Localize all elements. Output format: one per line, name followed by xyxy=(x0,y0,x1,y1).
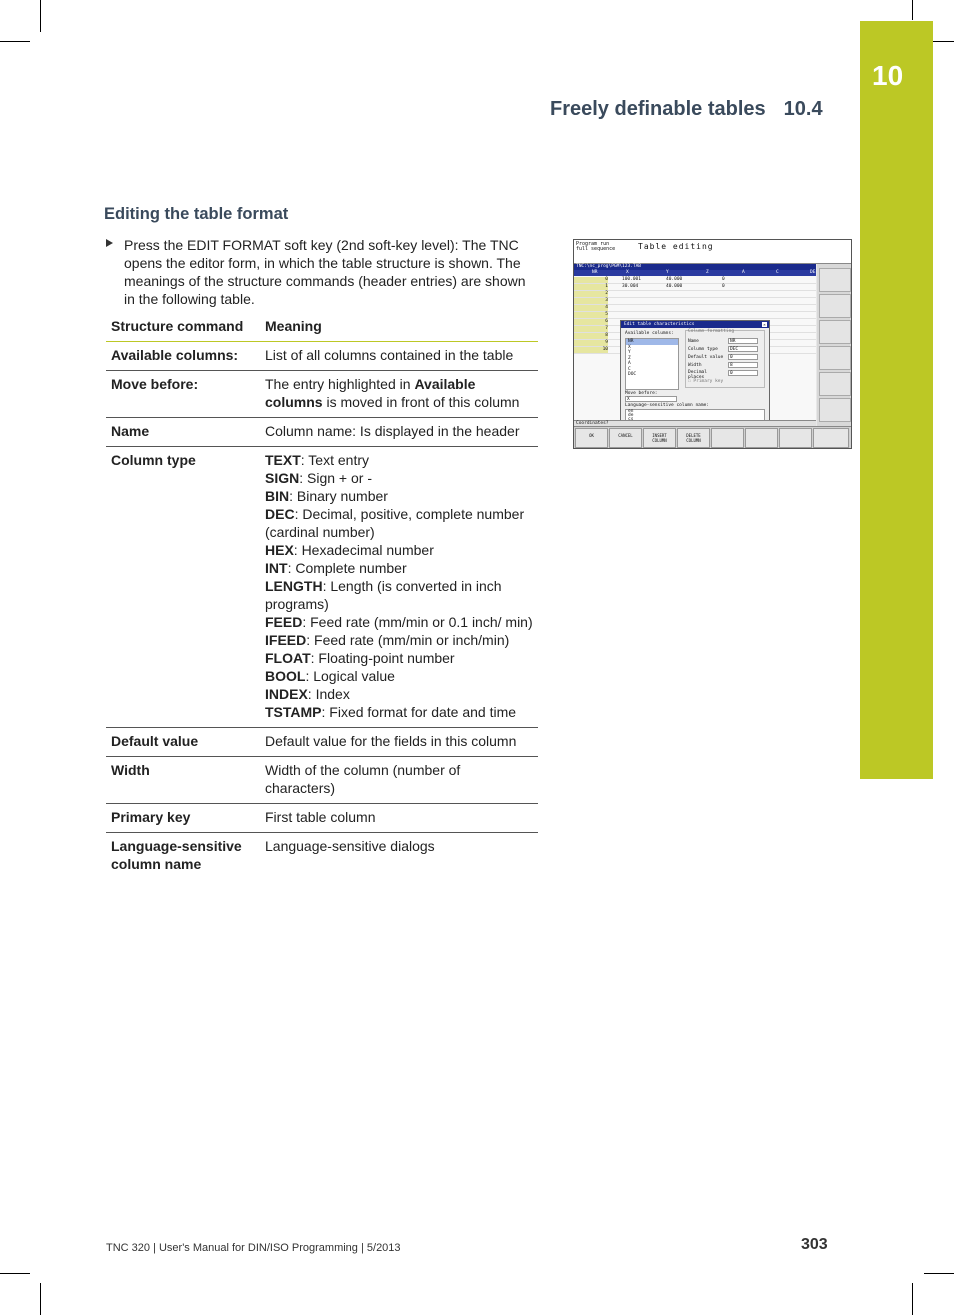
table-header-row xyxy=(106,313,538,342)
section-heading: Editing the table format xyxy=(104,205,289,223)
empty-softkey[interactable] xyxy=(745,428,778,448)
screen-title: Table editing xyxy=(638,242,714,251)
chapter-tab xyxy=(860,21,933,779)
column-type-item: FEED: Feed rate (mm/min or 0.1 inch/ min) xyxy=(265,614,533,630)
crop-mark xyxy=(924,1273,954,1274)
column-formatting-label: Column formatting xyxy=(688,329,735,334)
name-label: Name xyxy=(688,339,699,344)
grid-row[interactable]: 0 100.001 40.000 0 xyxy=(574,277,816,284)
insert-column-softkey[interactable]: INSERT COLUMN xyxy=(643,428,676,448)
width-field[interactable]: 8 xyxy=(728,362,758,368)
row-value xyxy=(255,371,538,418)
column-type-item: INT: Complete number xyxy=(265,560,407,576)
side-softkey[interactable] xyxy=(819,372,851,396)
side-softkey[interactable] xyxy=(819,268,851,292)
column-type-item: DEC: Decimal, positive, complete number (cardinal number) xyxy=(265,506,525,540)
table-row xyxy=(106,804,538,833)
move-before-select[interactable]: X xyxy=(625,396,677,402)
grid-row[interactable]: 3 xyxy=(574,298,816,305)
empty-softkey[interactable] xyxy=(813,428,849,448)
row-key: Primary key xyxy=(111,809,191,825)
grid-row[interactable]: 6 xyxy=(574,319,816,326)
mode-label xyxy=(576,242,631,252)
dialog-title: Edit table characteristics xyxy=(621,321,769,328)
column-type-label: Column type xyxy=(688,347,718,352)
grid-col-header: Y xyxy=(666,270,669,275)
column-type-select[interactable]: DEC xyxy=(728,346,758,352)
list-item[interactable]: DOC xyxy=(628,372,637,377)
table-row xyxy=(106,447,538,728)
default-value-field[interactable]: 0 xyxy=(728,354,758,360)
empty-softkey[interactable] xyxy=(711,428,744,448)
mode-line: full sequence xyxy=(576,246,616,252)
move-before-label: Move before: xyxy=(625,391,658,396)
default-value-label: Default value xyxy=(688,355,724,360)
grid-row[interactable]: 7 xyxy=(574,326,816,333)
row-value: List of all columns contained in the table xyxy=(265,347,514,363)
grid-column-headers xyxy=(574,270,816,276)
grid-row[interactable]: 1 30.004 40.000 0 xyxy=(574,284,816,291)
row-key: Column type xyxy=(111,452,196,468)
side-softkey[interactable] xyxy=(819,320,851,344)
crop-mark xyxy=(912,1283,913,1315)
structure-table xyxy=(106,313,538,879)
side-softkey[interactable] xyxy=(819,398,851,422)
grid-row[interactable]: 9 xyxy=(574,340,816,347)
delete-column-softkey[interactable]: DELETE COLUMN xyxy=(677,428,710,448)
chapter-number: 10 xyxy=(872,60,904,91)
column-formatting-group xyxy=(685,330,765,388)
decimal-places-label: Decimal places xyxy=(688,370,707,380)
intro-paragraph xyxy=(106,236,536,308)
grid-row[interactable]: 8 xyxy=(574,333,816,340)
screen-header xyxy=(574,240,851,264)
page-footer: TNC 320 | User's Manual for DIN/ISO Programming | 5/2013 xyxy=(106,1242,401,1254)
crop-mark xyxy=(0,1273,30,1274)
table-row xyxy=(106,371,538,418)
column-type-item: TEXT: Text entry xyxy=(265,452,369,468)
column-type-item: IFEED: Feed rate (mm/min or inch/min) xyxy=(265,632,510,648)
side-softkey[interactable] xyxy=(819,346,851,370)
table-row xyxy=(106,833,538,880)
table-row xyxy=(106,728,538,757)
name-field[interactable]: NR xyxy=(728,338,758,344)
table-row xyxy=(106,418,538,447)
decimal-places-field[interactable]: 0 xyxy=(728,370,758,376)
column-type-item: INDEX: Index xyxy=(265,686,350,702)
crop-mark xyxy=(40,0,41,32)
crop-mark xyxy=(40,1283,41,1315)
column-type-item: BIN: Binary number xyxy=(265,488,388,504)
grid-col-header: X xyxy=(626,270,629,275)
grid-col-header: A xyxy=(742,270,745,275)
row-value: Language-sensitive dialogs xyxy=(265,838,435,854)
vertical-softkey-bar xyxy=(817,264,851,426)
status-line: Coordinates? xyxy=(574,420,816,427)
grid-row[interactable]: 10 xyxy=(574,347,816,354)
list-item[interactable]: NR xyxy=(626,339,678,345)
row-value: Column name: Is displayed in the header xyxy=(265,423,520,439)
available-columns-label: Available columns: xyxy=(625,331,674,336)
close-icon[interactable]: ✕ xyxy=(763,322,766,327)
edit-characteristics-dialog xyxy=(620,320,770,432)
grid-row[interactable]: 2 xyxy=(574,291,816,298)
empty-softkey[interactable] xyxy=(779,428,812,448)
column-type-item: BOOL: Logical value xyxy=(265,668,395,684)
column-type-item: LENGTH: Length (is converted in inch programs) xyxy=(265,578,502,612)
grid-row[interactable]: 4 xyxy=(574,305,816,312)
list-item[interactable]: X xyxy=(628,344,631,350)
running-header-section: 10.4 xyxy=(783,98,823,120)
list-item[interactable]: A xyxy=(628,361,631,366)
language-column-label: Language-sensitive column name: xyxy=(625,403,709,408)
row-value-emphasis: Available columns xyxy=(265,376,476,410)
header-meaning: Meaning xyxy=(265,318,322,334)
row-key: Width xyxy=(111,762,150,778)
grid-col-header: NR xyxy=(592,270,598,275)
running-header-title: Freely definable tables xyxy=(550,98,766,120)
row-value-text: is moved in front of this column xyxy=(322,394,520,410)
running-header xyxy=(550,98,823,121)
intro-text: Press the EDIT FORMAT soft key (2nd soft-key level): The TNC opens the editor form, in which the table structure is shown. The meanings of the structure commands (header entries) are shown in the following table. xyxy=(124,237,526,307)
bullet-arrow-icon xyxy=(106,239,113,247)
list-item[interactable]: Z xyxy=(628,355,631,361)
grid-col-header: C xyxy=(776,270,779,275)
column-type-item: FLOAT: Floating-point number xyxy=(265,650,455,666)
side-softkey[interactable] xyxy=(819,294,851,318)
primary-key-checkbox[interactable]: ☐ Primary key xyxy=(688,379,724,384)
grid-col-header: DE xyxy=(810,270,816,275)
row-value: Default value for the fields in this column xyxy=(265,733,517,749)
list-item[interactable]: en xyxy=(628,409,634,414)
width-label: Width xyxy=(688,363,702,368)
crop-mark xyxy=(0,41,30,42)
table-grid xyxy=(574,270,816,420)
softkey-bar xyxy=(574,426,851,449)
row-value: Width of the column (number of characters) xyxy=(265,762,461,796)
table-row xyxy=(106,342,538,371)
mode-line: Program run xyxy=(576,241,610,247)
row-key: Name xyxy=(111,423,150,439)
row-key: Language-sensitive column name xyxy=(111,838,242,872)
row-key: Default value xyxy=(111,733,199,749)
column-type-item: SIGN: Sign + or - xyxy=(265,470,372,486)
list-item[interactable]: Y xyxy=(628,350,631,355)
file-path: TNC:\nc_prog\PGM\123.TAB xyxy=(574,264,816,270)
table-row xyxy=(106,757,538,804)
row-value-text: The entry highlighted in xyxy=(265,376,415,392)
list-item[interactable]: de xyxy=(628,413,634,418)
cancel-softkey[interactable]: CANCEL xyxy=(609,428,642,448)
header-structure-command: Structure command xyxy=(111,318,244,334)
list-item[interactable]: C xyxy=(628,366,631,372)
crop-mark xyxy=(912,0,913,20)
ok-softkey[interactable]: OK xyxy=(575,428,608,448)
column-type-item: TSTAMP: Fixed format for date and time xyxy=(265,704,517,720)
tnc-screenshot xyxy=(573,239,852,449)
row-key: Available columns: xyxy=(111,347,239,363)
available-columns-list[interactable] xyxy=(625,338,679,390)
row-key: Move before: xyxy=(111,376,199,392)
column-type-list xyxy=(255,447,538,728)
page-number: 303 xyxy=(801,1236,828,1253)
column-type-item: HEX: Hexadecimal number xyxy=(265,542,434,558)
grid-row[interactable]: 5 xyxy=(574,312,816,319)
grid-col-header: Z xyxy=(706,270,709,275)
row-value: First table column xyxy=(265,809,376,825)
